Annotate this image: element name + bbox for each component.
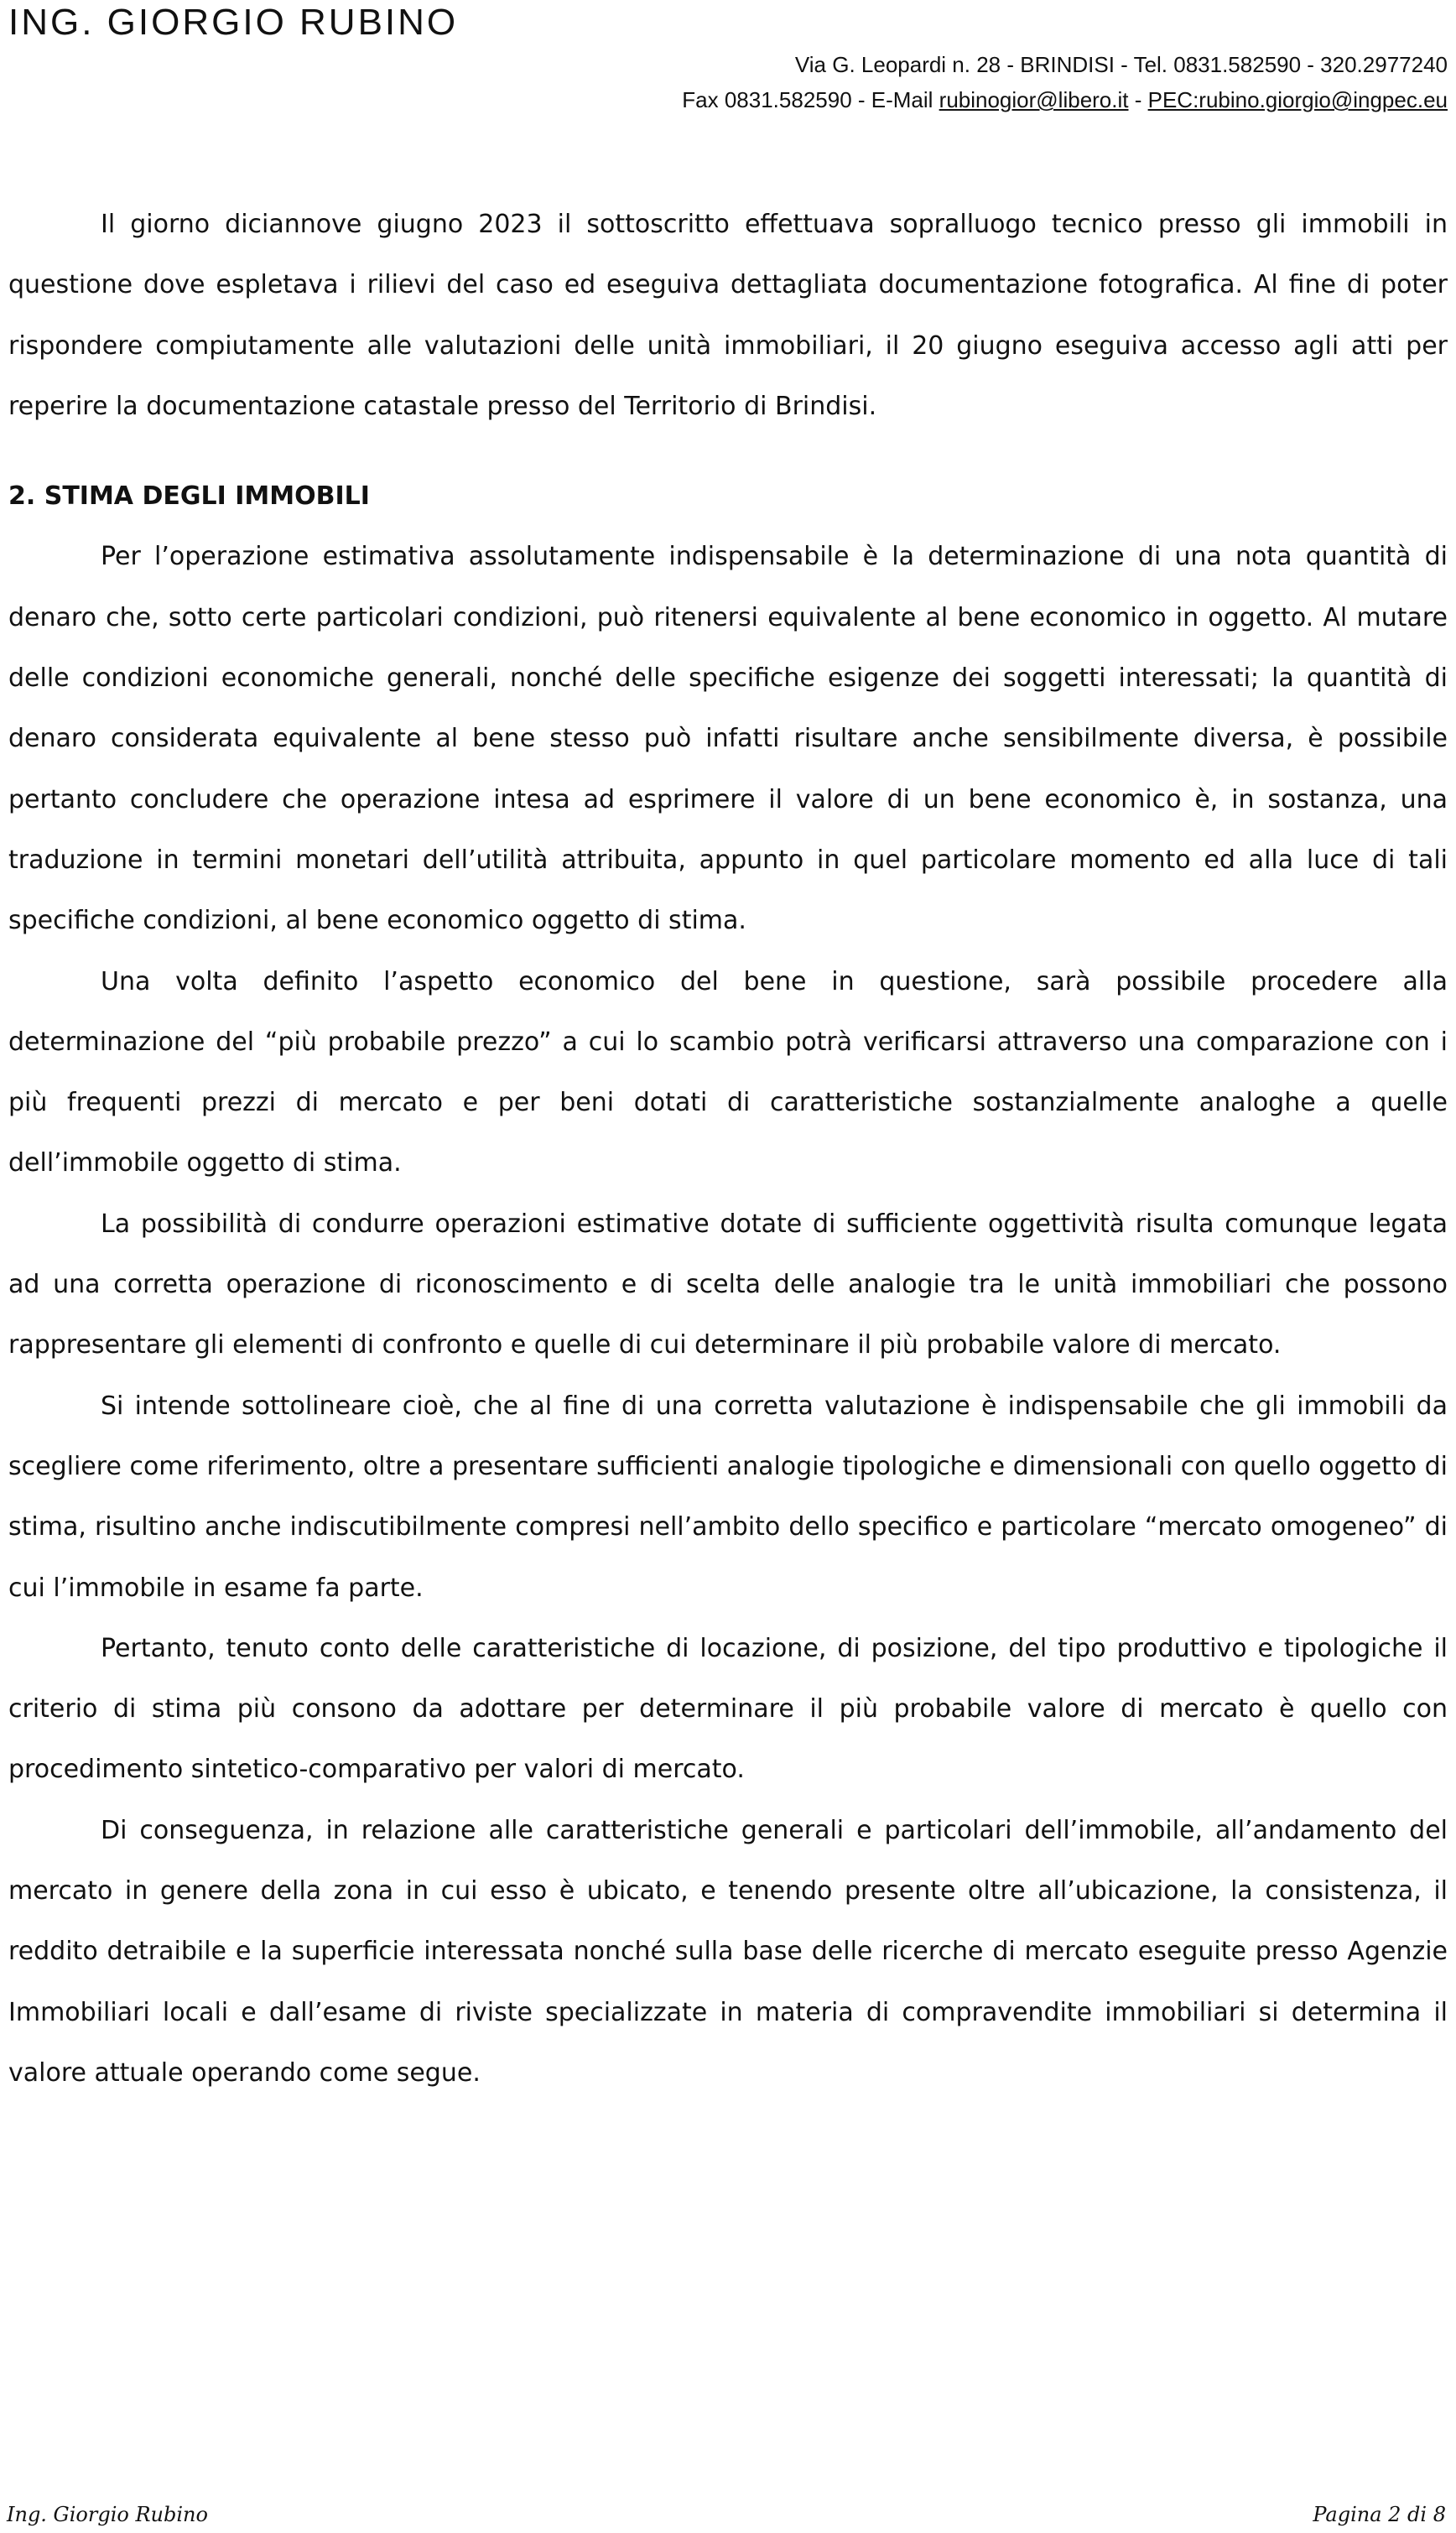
intro-paragraph: Il giorno diciannove giugno 2023 il sottoscritto effettuava sopralluogo tecnico presso gli immobili in questione dove espletava i rilievi del caso ed eseguiva dettagliata documentazione fotografica. Al fine di poter rispondere compiutamente alle valutazioni delle unità immobiliari, il 20 giugno eseguiva accesso agli atti per reperire la documentazione catastale presso del Territorio di Brindisi. [8,210,1448,421]
body-paragraph: Per l’operazione estimativa assolutamente indispensabile è la determinazione di una nota quantità di denaro che, sotto certe particolari condizioni, può ritenersi equivalente al bene economico in oggetto. Al mutare delle condizioni economiche generali, nonché delle specifiche esigenze dei soggetti interessati; la quantità di denaro considerata equivalente al bene stesso può infatti risultare anche sensibilmente diversa, è possibile pertanto concludere che operazione intesa ad esprimere il valore di un bene economico è, in sostanza, una traduzione in termini monetari dell’utilità attribuita, appunto in quel particolare momento ed alla luce di tali specifiche condizioni, al bene economico oggetto di stima. [8,542,1448,936]
contact-separator: - [1128,87,1148,112]
body-paragraph: Una volta definito l’aspetto economico del bene in questione, sarà possibile procedere alla determinazione del “più probabile prezzo” a cui lo scambio potrà verificarsi attraverso una comparazione con i più frequenti prezzi di mercato e per beni dotati di caratteristiche sostanzialmente analoghe a quelle dell’immobile oggetto di stima. [8,966,1448,1178]
fax-label: Fax 0831.582590 - E-Mail [682,87,939,112]
body-paragraph: Di conseguenza, in relazione alle caratteristiche generali e particolari dell’immobile, all’andamento del mercato in genere della zona in cui esso è ubicato, e tenendo presente oltre all’ubicazione, la consistenza, il reddito detraibile e la superficie interessata nonché sulla base delle ricerche di mercato eseguite presso Agenzie Immobiliari locali e dall’esame di riviste specializzate in materia di compravendite immobiliari si determina il valore attuale operando come segue. [8,1815,1448,2088]
letterhead-name: ING. GIORGIO RUBINO [8,2,459,43]
page-number: Pagina 2 di 8 [1313,2503,1446,2526]
footer-author: Ing. Giorgio Rubino [7,2503,208,2526]
contact-line [682,82,1448,117]
section-heading: 2. STIMA DEGLI IMMOBILI [8,481,370,512]
body-paragraph: Pertanto, tenuto conto delle caratteristiche di locazione, di posizione, del tipo produttivo e tipologiche il criterio di stima più consono da adottare per determinare il più probabile valore di mercato è quello con procedimento sintetico-comparativo per valori di mercato. [8,1633,1448,1785]
email-link[interactable]: rubinogior@libero.it [939,87,1129,112]
letterhead-contact [682,47,1448,117]
body-paragraph: Si intende sottolineare cioè, che al fine di una corretta valutazione è indispensabile che gli immobili da scegliere come riferimento, oltre a presentare sufficienti analogie tipologiche e dimensionali con quello oggetto di stima, risultino anche indiscutibilmente compresi nell’ambito dello specifico e particolare “mercato omogeneo” di cui l’immobile in esame fa parte. [8,1391,1448,1603]
document-body [8,195,1448,2104]
address-line: Via G. Leopardi n. 28 - BRINDISI - Tel. 0831.582590 - 320.2977240 [794,52,1448,77]
body-paragraph: La possibilità di condurre operazioni estimative dotate di sufficiente oggettività risulta comunque legata ad una corretta operazione di riconoscimento e di scelta delle analogie tra le unità immobiliari che possono rappresentare gli elementi di confronto e quelle di cui determinare il più probabile valore di mercato. [8,1209,1448,1360]
pec-link[interactable]: PEC:rubino.giorgio@ingpec.eu [1147,87,1448,112]
